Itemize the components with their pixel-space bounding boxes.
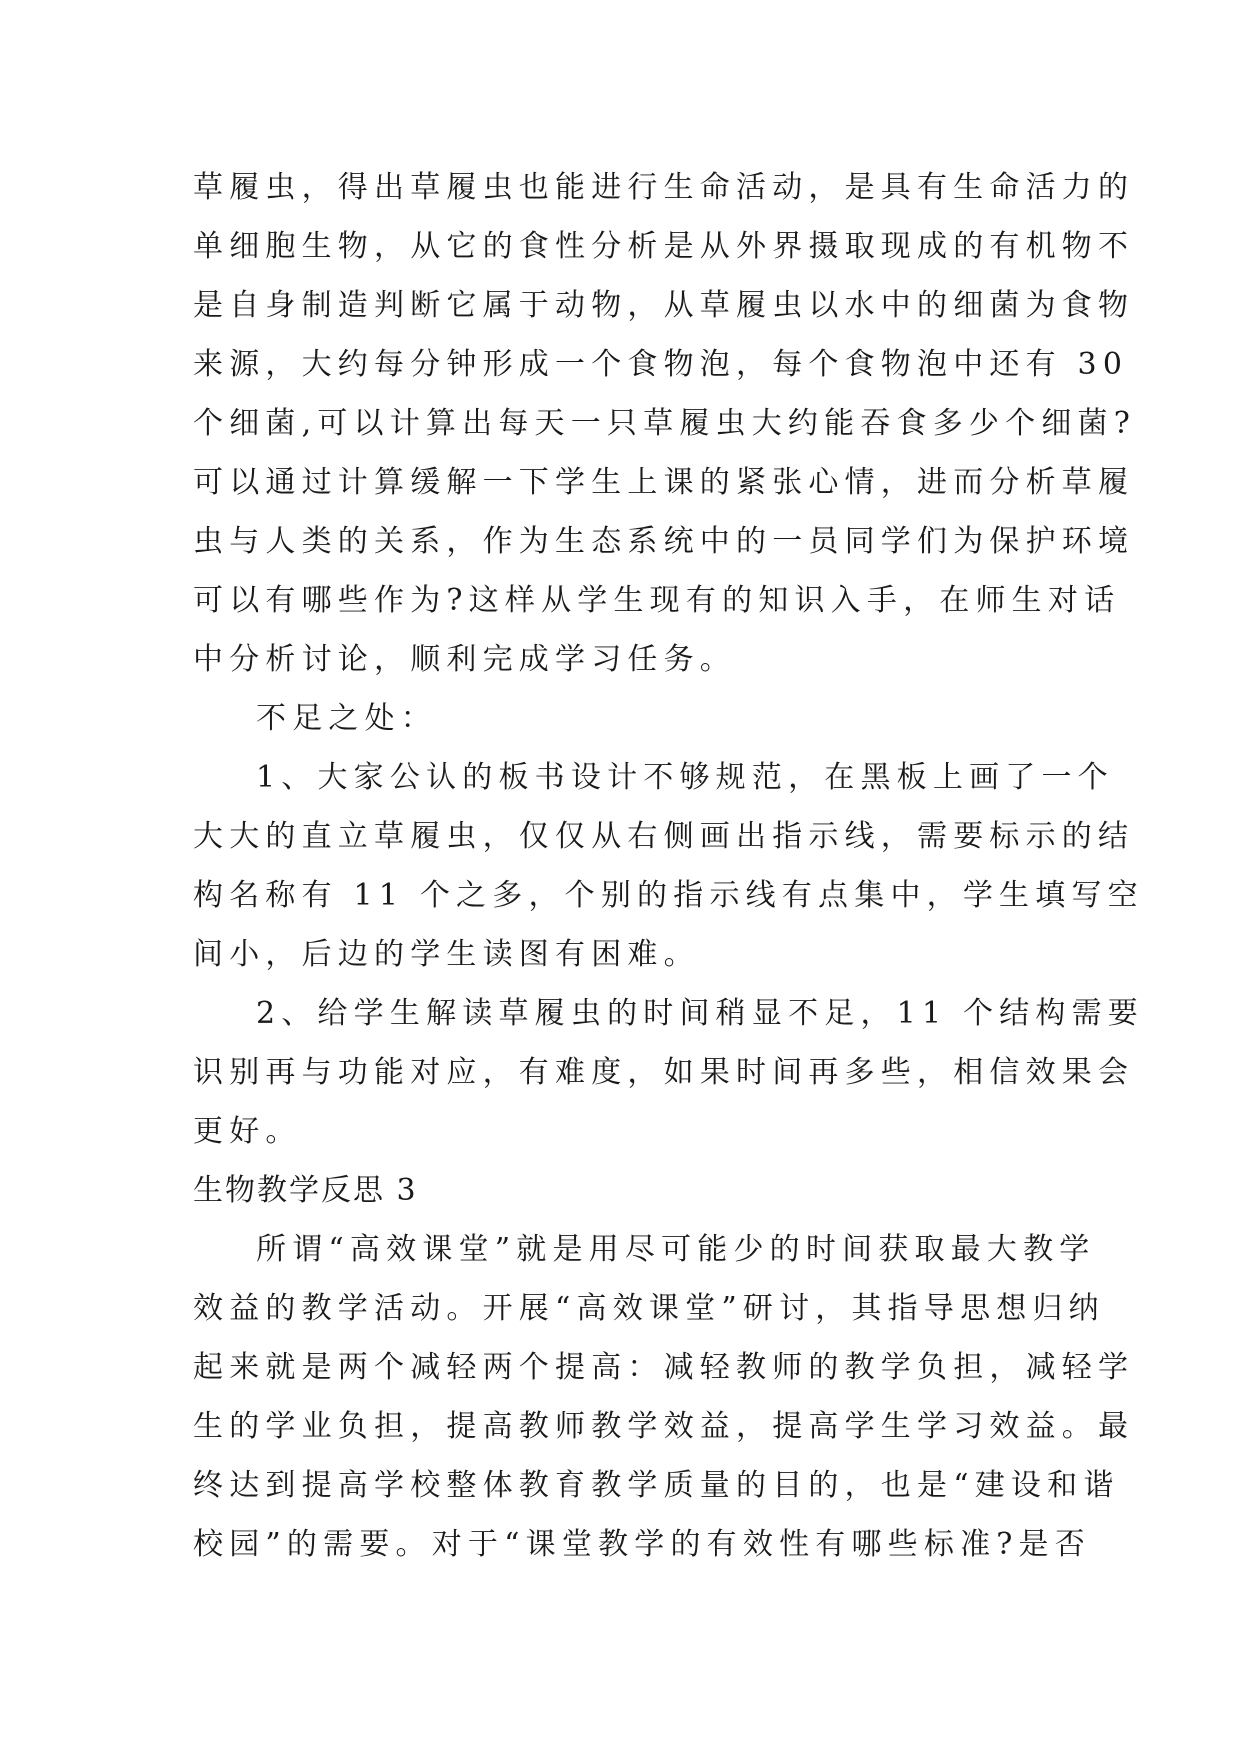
- paragraph-start: 所谓“高效课堂”就是用尽可能少的时间获取最大教学: [256, 1232, 1096, 1267]
- section-heading: 生物教学反思 3: [193, 1173, 418, 1208]
- body-line: 更好。: [193, 1114, 302, 1149]
- body-line: 起来就是两个减轻两个提高：减轻教师的教学负担，减轻学: [193, 1350, 1135, 1385]
- body-line: 草履虫，得出草履虫也能进行生命活动，是具有生命活力的: [193, 170, 1135, 205]
- body-line: 生的学业负担，提高教师教学效益，提高学生学习效益。最: [193, 1409, 1135, 1444]
- body-line: 单细胞生物，从它的食性分析是从外界摄取现成的有机物不: [193, 229, 1135, 264]
- body-line: 效益的教学活动。开展“高效课堂”研讨，其指导思想归纳: [193, 1291, 1105, 1326]
- body-line: 校园”的需要。对于“课堂教学的有效性有哪些标准?是否: [193, 1527, 1091, 1562]
- body-line: 识别再与功能对应，有难度，如果时间再多些，相信效果会: [193, 1055, 1135, 1090]
- body-line: 可以有哪些作为?这样从学生现有的知识入手，在师生对话: [193, 583, 1121, 618]
- body-line: 是自身制造判断它属于动物，从草履虫以水中的细菌为食物: [193, 288, 1135, 323]
- body-line: 间小，后边的学生读图有困难。: [193, 937, 700, 972]
- body-line: 虫与人类的关系，作为生态系统中的一员同学们为保护环境: [193, 524, 1135, 559]
- section-subheading: 不足之处：: [256, 701, 437, 736]
- list-item-1-start: 1、大家公认的板书设计不够规范，在黑板上画了一个: [256, 760, 1114, 795]
- body-line: 构名称有 11 个之多，个别的指示线有点集中，学生填写空: [193, 878, 1144, 913]
- body-line: 终达到提高学校整体教育教学质量的目的，也是“建设和谐: [193, 1468, 1120, 1503]
- list-item-2-start: 2、给学生解读草履虫的时间稍显不足，11 个结构需要: [256, 996, 1144, 1031]
- body-line: 大大的直立草履虫，仅仅从右侧画出指示线，需要标示的结: [193, 819, 1135, 854]
- body-line: 中分析讨论，顺利完成学习任务。: [193, 642, 736, 677]
- body-line: 个细菌,可以计算出每天一只草履虫大约能吞食多少个细菌?: [193, 406, 1137, 441]
- body-line: 来源，大约每分钟形成一个食物泡，每个食物泡中还有 30: [193, 347, 1129, 382]
- body-line: 可以通过计算缓解一下学生上课的紧张心情，进而分析草履: [193, 465, 1135, 500]
